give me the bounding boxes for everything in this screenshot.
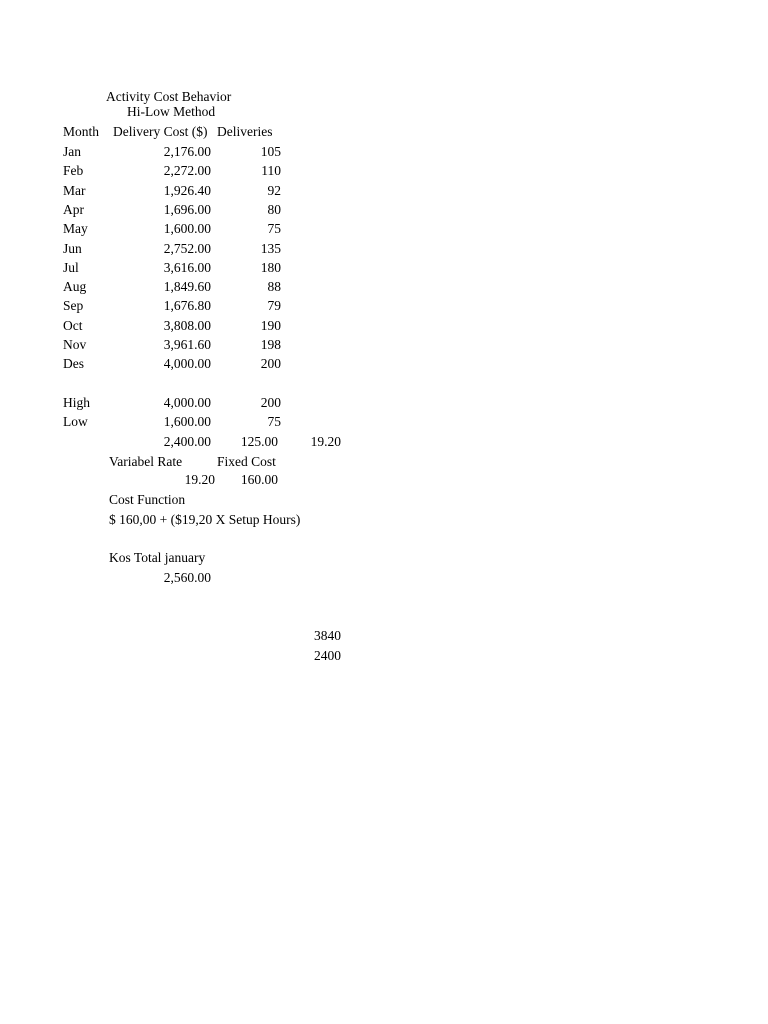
- delivery-cost-cell: 2,176.00: [163, 144, 211, 159]
- deliveries-cell: 80: [267, 202, 281, 217]
- variable-rate-label: Variabel Rate: [109, 454, 183, 469]
- delivery-cost-cell: 3,961.60: [163, 337, 211, 352]
- delivery-cost-cell: 1,926.40: [163, 183, 211, 198]
- delivery-cost-cell: 3,808.00: [163, 318, 211, 333]
- table-row: [0, 260, 768, 276]
- month-cell: May: [63, 221, 88, 236]
- deliveries-cell: 198: [260, 337, 281, 352]
- deliveries-cell: 79: [267, 298, 281, 313]
- extra-value: 2400: [314, 648, 341, 663]
- sheet-title: Activity Cost Behavior: [106, 89, 232, 104]
- deliveries-cell: 105: [260, 144, 281, 159]
- header-deliveries: Deliveries: [217, 124, 273, 139]
- extra-value: 3840: [314, 628, 341, 643]
- deliveries-cell: 75: [267, 221, 281, 236]
- high-label: High: [63, 395, 90, 410]
- deliveries-cell: 200: [260, 356, 281, 371]
- month-cell: Nov: [63, 337, 87, 352]
- table-row: [0, 356, 768, 372]
- table-row: [0, 183, 768, 199]
- table-row: [0, 144, 768, 160]
- high-deliveries: 200: [260, 395, 281, 410]
- fixed-cost-value: 160.00: [240, 472, 278, 487]
- deliveries-cell: 135: [260, 241, 281, 256]
- month-cell: Jun: [63, 241, 82, 256]
- table-row: [0, 279, 768, 295]
- delivery-cost-cell: 3,616.00: [163, 260, 211, 275]
- deliveries-cell: 92: [267, 183, 281, 198]
- month-cell: Oct: [63, 318, 83, 333]
- month-cell: Aug: [63, 279, 87, 294]
- delivery-cost-cell: 1,600.00: [163, 221, 211, 236]
- cost-function-formula: $ 160,00 + ($19,20 X Setup Hours): [109, 512, 301, 527]
- sheet-subtitle: Hi-Low Method: [127, 104, 216, 119]
- month-cell: Jan: [63, 144, 81, 159]
- low-cost: 1,600.00: [163, 414, 211, 429]
- month-cell: Jul: [63, 260, 79, 275]
- month-cell: Mar: [63, 183, 86, 198]
- variable-rate-value: 19.20: [184, 472, 215, 487]
- difference-rate: 19.20: [310, 434, 341, 449]
- month-cell: Apr: [63, 202, 84, 217]
- delivery-cost-cell: 2,272.00: [163, 163, 211, 178]
- difference-deliveries: 125.00: [240, 434, 278, 449]
- delivery-cost-cell: 1,696.00: [163, 202, 211, 217]
- low-deliveries: 75: [267, 414, 281, 429]
- fixed-cost-label: Fixed Cost: [217, 454, 276, 469]
- table-row: [0, 318, 768, 334]
- low-label: Low: [63, 414, 88, 429]
- total-cost-value: 2,560.00: [163, 570, 211, 585]
- total-cost-label: Kos Total january: [109, 550, 206, 565]
- month-cell: Feb: [63, 163, 84, 178]
- deliveries-cell: 190: [260, 318, 281, 333]
- deliveries-cell: 88: [267, 279, 281, 294]
- delivery-cost-cell: 1,676.80: [163, 298, 211, 313]
- table-row: [0, 337, 768, 353]
- month-cell: Des: [63, 356, 84, 371]
- deliveries-cell: 110: [261, 163, 281, 178]
- deliveries-cell: 180: [260, 260, 281, 275]
- cost-function-label: Cost Function: [109, 492, 186, 507]
- table-row: [0, 221, 768, 237]
- table-row: [0, 298, 768, 314]
- table-row: [0, 241, 768, 257]
- table-row: [0, 163, 768, 179]
- table-row: [0, 202, 768, 218]
- header-month: Month: [63, 124, 100, 139]
- header-delivery-cost: Delivery Cost ($): [113, 124, 208, 139]
- difference-cost: 2,400.00: [163, 434, 211, 449]
- delivery-cost-cell: 1,849.60: [163, 279, 211, 294]
- delivery-cost-cell: 2,752.00: [163, 241, 211, 256]
- delivery-cost-cell: 4,000.00: [163, 356, 211, 371]
- high-cost: 4,000.00: [163, 395, 211, 410]
- month-cell: Sep: [63, 298, 84, 313]
